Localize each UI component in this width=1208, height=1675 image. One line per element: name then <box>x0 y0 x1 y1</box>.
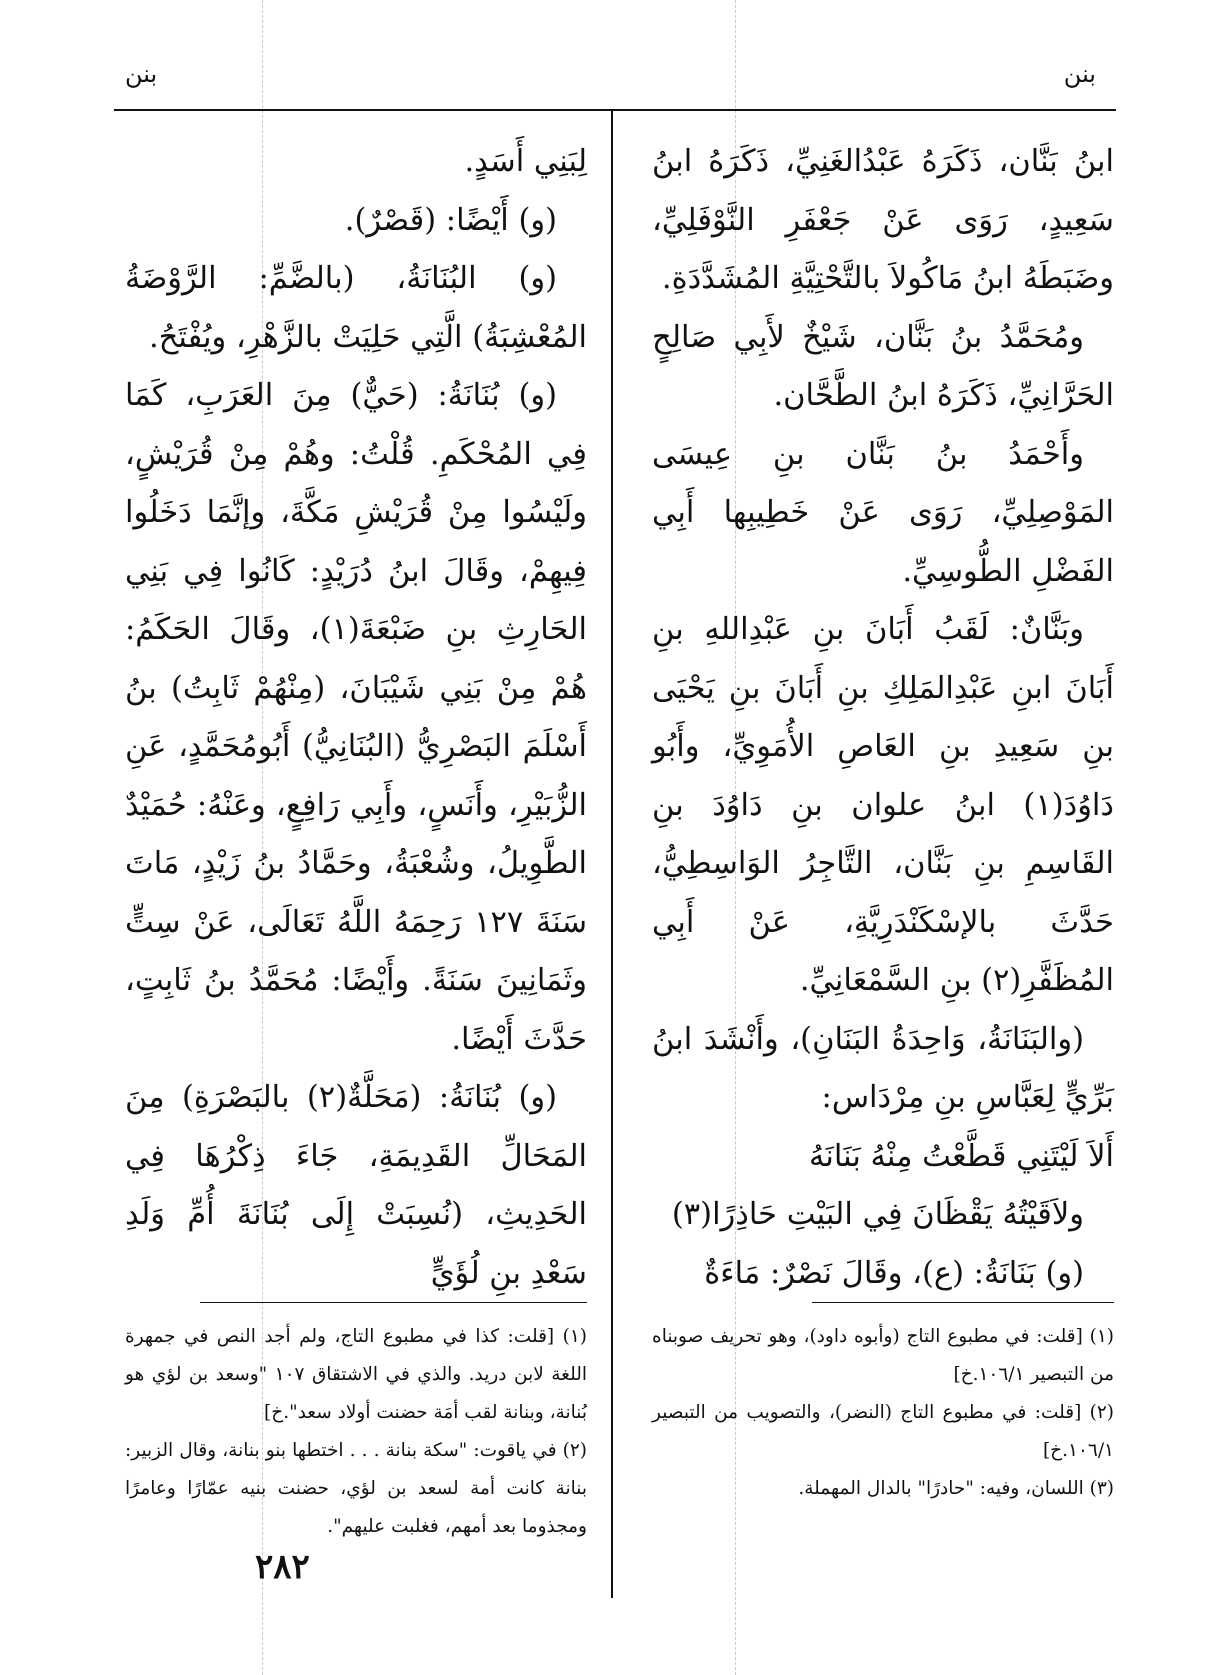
footnote: (١) [قلت: في مطبوع التاج (وأبوه داود)، وهو تحريف صوبناه من التبصير ١٠٦/١.خ] <box>652 1326 1114 1385</box>
body-paragraph: (و) البُنَانَةُ، (بالضَّمِّ: الرَّوْضَةُ المُعْشِبَةُ) الَّتِي حَلِيَتْ بالزَّهْرِ، ويُفْتَحُ. <box>125 261 587 355</box>
body-paragraph: وبَنَّانٌ: لَقَبُ أَبَانَ بنِ عَبْدِاللهِ بنِ أَبَانَ ابنِ عَبْدِالمَلِكِ بنِ أَبَانَ بنِ يَحْيَى بنِ سَعِيدِ بنِ العَاصِ الأُمَوِيِّ، وأَبُو دَاوُدَ(١) ابنُ علوان بنِ دَاوُدَ بنِ القَاسِمِ بنِ بَنَّان، التَّاجِرُ الوَاسِطِيُّ، حَدَّثَ بالإسْكَنْدَرِيَّةِ، عَنْ أَبِي المُظَفَّرِ(٢) بنِ السَّمْعَانِيِّ. <box>652 612 1114 998</box>
verse-line: ولاَقَيْتُهُ يَقْظَانَ فِي البَيْتِ حَاذِرًا(٣) <box>671 1197 1084 1232</box>
right-column <box>652 133 1114 1303</box>
page-number: ٢٨٢ <box>255 1547 310 1587</box>
footnotes-right <box>652 1318 1114 1508</box>
footnotes-left <box>125 1318 587 1546</box>
body-paragraph: وأَحْمَدُ بنُ بَنَّان بنِ عِيسَى المَوْصِلِيِّ، رَوَى عَنْ خَطِيبِها أَبِي الفَضْلِ الطُّوسِيِّ. <box>652 436 1114 589</box>
body-paragraph: ابنُ بَنَّان، ذَكَرَهُ عَبْدُالغَنِيِّ، ذَكَرَهُ ابنُ سَعِيدٍ، رَوَى عَنْ جَعْفَرِ النَّوْفَلِيِّ، وضَبَطَهُ ابنُ مَاكُولاَ بالتَّحْتِيَّةِ المُشَدَّدَةِ. <box>652 144 1114 296</box>
header-rule <box>114 109 1116 111</box>
footnote: (٢) في ياقوت: "سكة بنانة . . . اختطها بنو بنانة، وقال الزبير: بنانة كانت أمة لسعد بن لؤي، حضنت بنيه عمّارًا وعامرًا ومجذوما بعد أمهم، فغلبت عليهم". <box>125 1440 587 1537</box>
footnote-rule <box>200 1302 587 1303</box>
column-divider <box>611 111 613 1598</box>
body-paragraph: (و) بُنَانَةُ: (حَيٌّ) مِنَ العَرَبِ، كَمَا فِي المُحْكَمِ. قُلْتُ: وهُمْ مِنْ قُرَيْشٍ، ولَيْسُوا مِنْ قُرَيْشِ مَكَّةَ، وإنَّمَا دَخَلُوا فِيهِمْ، وقَالَ ابنُ دُرَيْدٍ: كَانُوا فِي بَنِي الحَارِثِ بنِ ضَبْعَةَ(١)، وقَالَ الحَكَمُ: هُمْ مِنْ بَنِي شَيْبَانَ، (مِنْهُمْ ثَابِتُ) بنُ أَسْلَمَ البَصْرِيُّ (البُنَانِيُّ) أَبُومُحَمَّدٍ، عَنِ الزُّبَيْرِ، وأَنَسٍ، وأَبِي رَافِعٍ، وعَنْهُ: حُمَيْدٌ الطَّوِيلُ، وشُعْبَةُ، وحَمَّادُ بنُ زَيْدٍ، مَاتَ سَنَةَ ١٢٧ رَحِمَهُ اللَّهُ تَعَالَى، عَنْ سِتٍّ وثَمَانِينَ سَنَةً. وأَيْضًا: مُحَمَّدُ بنُ ثَابِتٍ، حَدَّثَ أَيْضًا. <box>125 378 588 1057</box>
body-paragraph: ومُحَمَّدُ بنُ بَنَّان، شَيْخٌ لأَبِي صَالِحٍ الحَرَّانِيِّ، ذَكَرَهُ ابنُ الطَّحَّان. <box>652 319 1114 413</box>
footnote: (٢) [قلت: في مطبوع التاج (النضر)، والتصويب من التبصير ١٠٦/١.خ] <box>652 1402 1114 1461</box>
body-paragraph: (والبَنَانَةُ، وَاحِدَةُ البَنَانِ)، وأَنْشَدَ ابنُ بَرِّيٍّ لِعَبَّاسِ بنِ مِرْدَاس: <box>652 1021 1114 1115</box>
body-paragraph: (و) بَنَانَةُ: (ع)، وقَالَ نَصْرٌ: مَاءَةٌ <box>704 1255 1084 1291</box>
running-header-right: بنن <box>1063 60 1096 88</box>
footnote: (١) [قلت: كذا في مطبوع التاج، ولم أجد النص في جمهرة اللغة لابن دريد. والذي في الاشتقاق ١٠٧ "وسعد بن لؤي هو بُنانة، وبنانة لقب أمَة حضنت أولاد سعد".خ] <box>125 1326 588 1423</box>
body-paragraph: لِبَنِي أَسَدٍ. <box>464 144 587 179</box>
running-header-left: بنن <box>125 60 158 88</box>
left-column <box>125 133 587 1303</box>
footnote-rule <box>812 1302 1114 1303</box>
body-paragraph: (و) أَيْضًا: (قَصْرٌ). <box>344 202 557 238</box>
verse-line: أَلاَ لَيْتَنِي قَطَّعْتُ مِنْهُ بَنَانَهُ <box>809 1138 1114 1174</box>
footnote: (٣) اللسان، وفيه: "حادرًا" بالدال المهملة. <box>798 1478 1114 1499</box>
body-paragraph: (و) بُنَانَةُ: (مَحَلَّةٌ(٢) بالبَصْرَةِ) مِنَ المَحَالِّ القَدِيمَةِ، جَاءَ ذِكْرُهَا فِي الحَدِيثِ، (نُسِبَتْ إِلَى بُنَانَةَ أُمِّ وَلَدِ سَعْدِ بنِ لُؤَيٍّ <box>125 1080 587 1291</box>
